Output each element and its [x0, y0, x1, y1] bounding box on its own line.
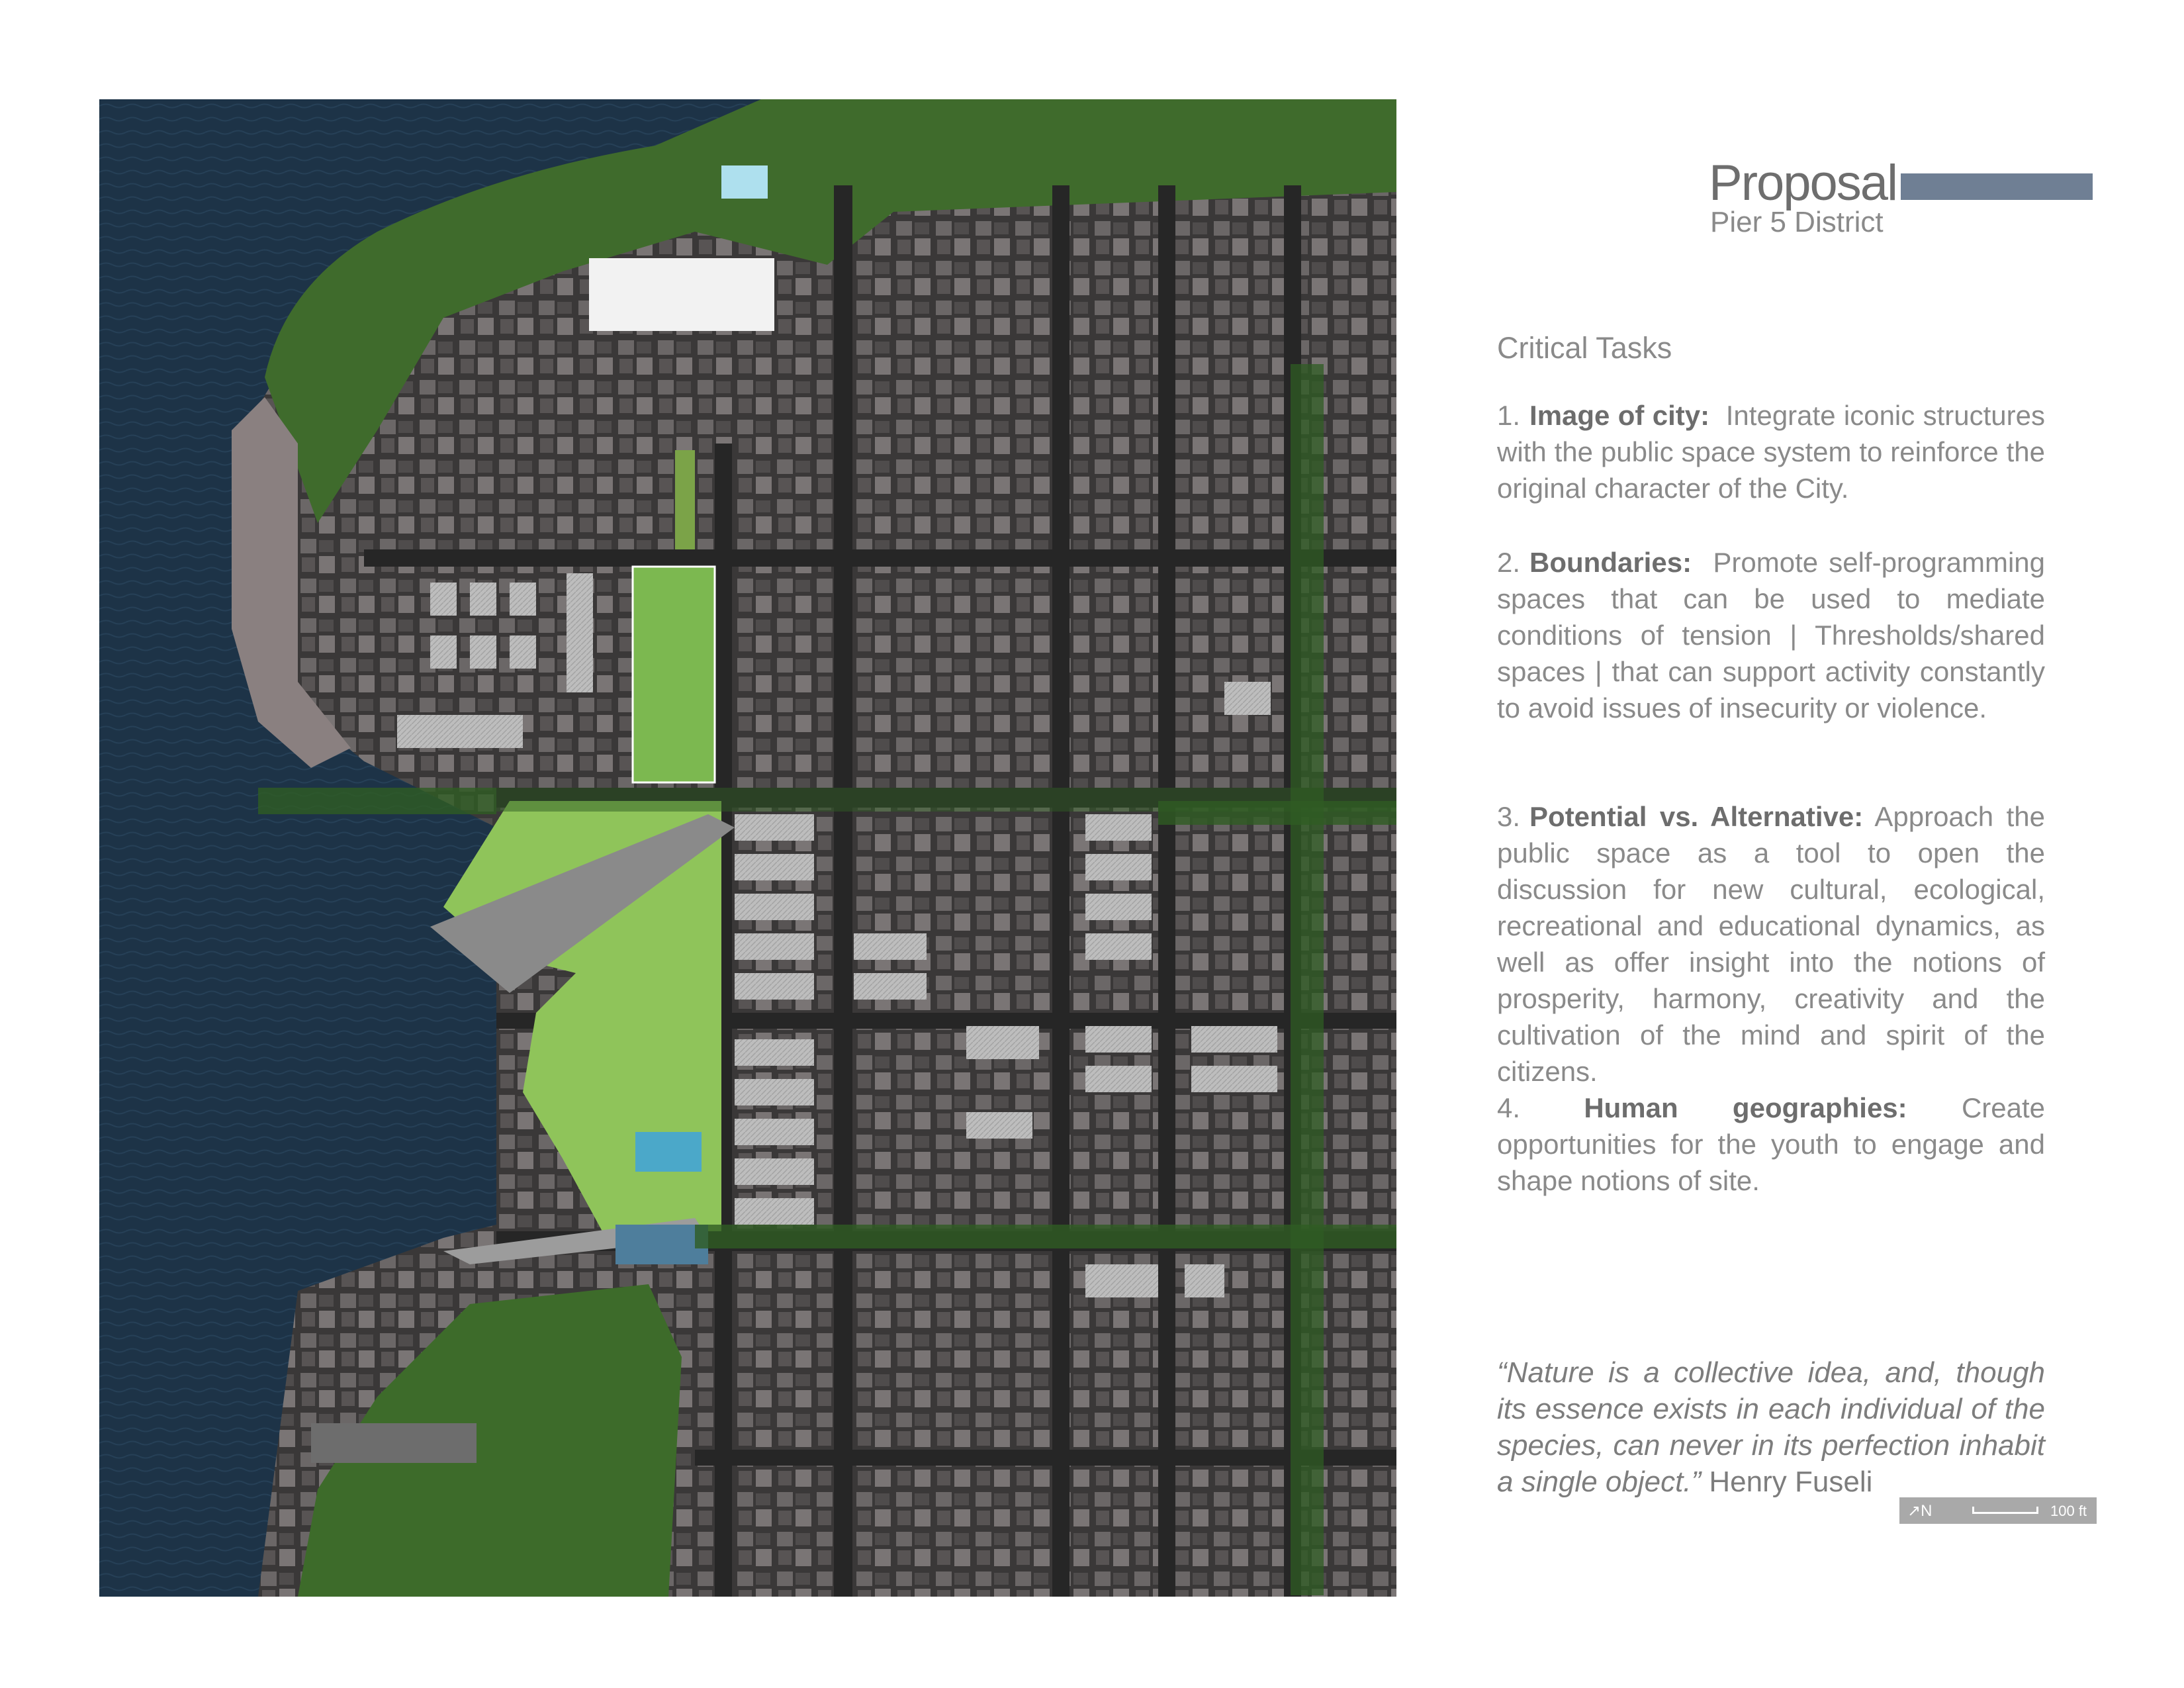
north-arrow-icon: ↗N: [1907, 1502, 1933, 1520]
football-field: [633, 567, 715, 782]
task-number: 2.: [1497, 547, 1521, 578]
title-accent-bar: [1901, 173, 2093, 200]
task-item: [1497, 1090, 2045, 1199]
task-number: 3.: [1497, 801, 1521, 832]
scale-distance-label: 100 ft: [2050, 1503, 2087, 1519]
page-title: Proposal: [1709, 155, 1897, 211]
task-item: [1497, 544, 2045, 726]
task-title: Image of city:: [1529, 400, 1710, 431]
task-text: Integrate iconic structures with the public space system to reinforce the original character of the City.: [1497, 400, 2045, 504]
task-item: [1497, 397, 2045, 506]
task-text: Create opportunities for the youth to engage and shape notions of site.: [1497, 1092, 2045, 1196]
task-title: Human geographies:: [1584, 1092, 1907, 1123]
critical-tasks-heading: Critical Tasks: [1497, 331, 1672, 365]
aerial-site-plan: [99, 99, 1396, 1597]
task-number: 4.: [1497, 1092, 1521, 1123]
task-title: Potential vs. Alternative:: [1529, 801, 1864, 832]
south-dock: [311, 1423, 477, 1463]
scale-line: [1972, 1507, 2038, 1514]
page-subtitle: Pier 5 District: [1710, 206, 1884, 238]
quote-text: “Nature is a collective idea, and, though its essence exists in each individual of the species, can never in its perfection inhabit a single object.”: [1497, 1356, 2045, 1498]
quote-author: Henry Fuseli: [1709, 1466, 1873, 1498]
scale-bar: [1899, 1497, 2097, 1524]
task-item: [1497, 798, 2045, 1090]
task-text: Approach the public space as a tool to open the discussion for new cultural, ecological, recreational and educational dynamics, as well as offer insight into the notions of prosperity, harmony, creativity and the cultivation of the mind and spirit of the citizens.: [1497, 801, 2045, 1087]
north-label: N: [1921, 1502, 1933, 1520]
pool: [635, 1132, 702, 1172]
task-title: Boundaries:: [1529, 547, 1692, 578]
task-number: 1.: [1497, 400, 1521, 431]
quote: [1497, 1354, 2045, 1500]
north-building: [589, 258, 774, 331]
task-text: Promote self-programming spaces that can be used to mediate conditions of tension | Thresholds/shared spaces | that can support activity constantly to avoid issues of insecurity or violence.: [1497, 547, 2046, 724]
